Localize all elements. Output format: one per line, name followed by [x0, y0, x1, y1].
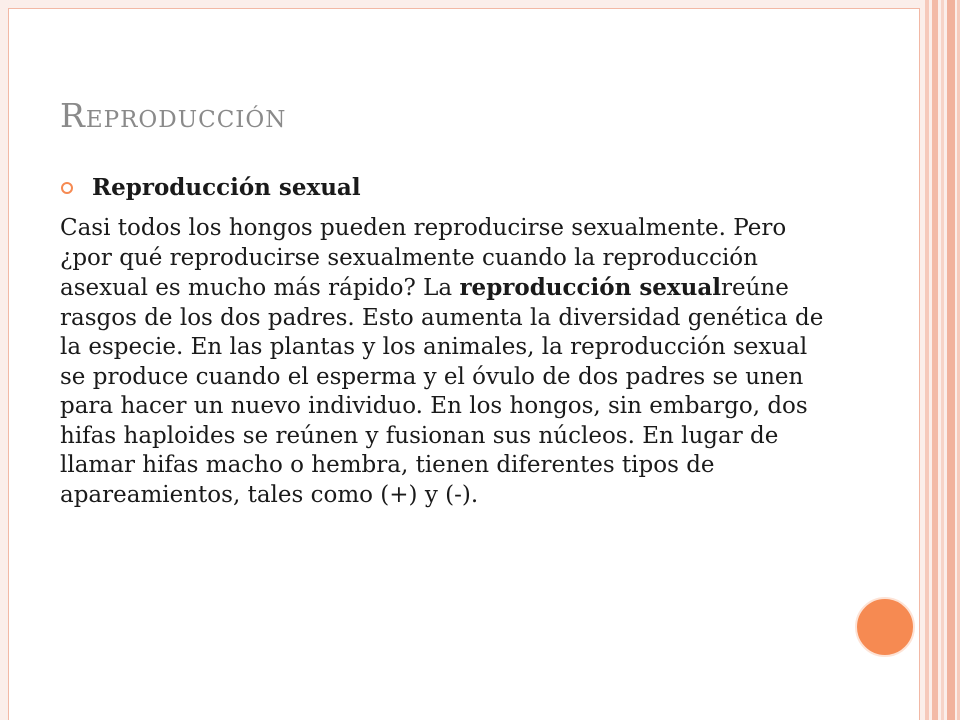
orange-circle-icon — [855, 597, 915, 657]
slide-title: Reproducción — [60, 96, 287, 135]
bullet-item — [60, 174, 361, 201]
decorative-stripe — [947, 0, 955, 720]
paragraph-text-1: Casi todos los hongos pueden reproducirse sexualmente. Pero ¿por qué reproducirse sexualmente cuando la reproducción asexual es mucho más rápido? La — [60, 215, 787, 301]
body-paragraph — [60, 214, 830, 510]
paragraph-text-2: reúne rasgos de los dos padres. Esto aumenta la diversidad genética de la especie. En las plantas y los animales, la reproducción sexual se produce cuando el esperma y el óvulo de dos padres se unen para hacer un nuevo individuo. En los hongos, sin embargo, dos hifas haploides se reúnen y fusionan sus núcleos. En lugar de llamar hifas macho o hembra, tienen diferentes tipos de apareamientos, tales como (+) y (-). — [60, 275, 824, 508]
decorative-stripe — [941, 0, 944, 720]
paragraph-bold-term: reproducción sexual — [459, 274, 722, 301]
bullet-label: Reproducción sexual — [92, 174, 361, 201]
decorative-stripe — [932, 0, 938, 720]
decorative-stripe — [925, 0, 929, 720]
circle-bullet-icon — [60, 181, 74, 195]
